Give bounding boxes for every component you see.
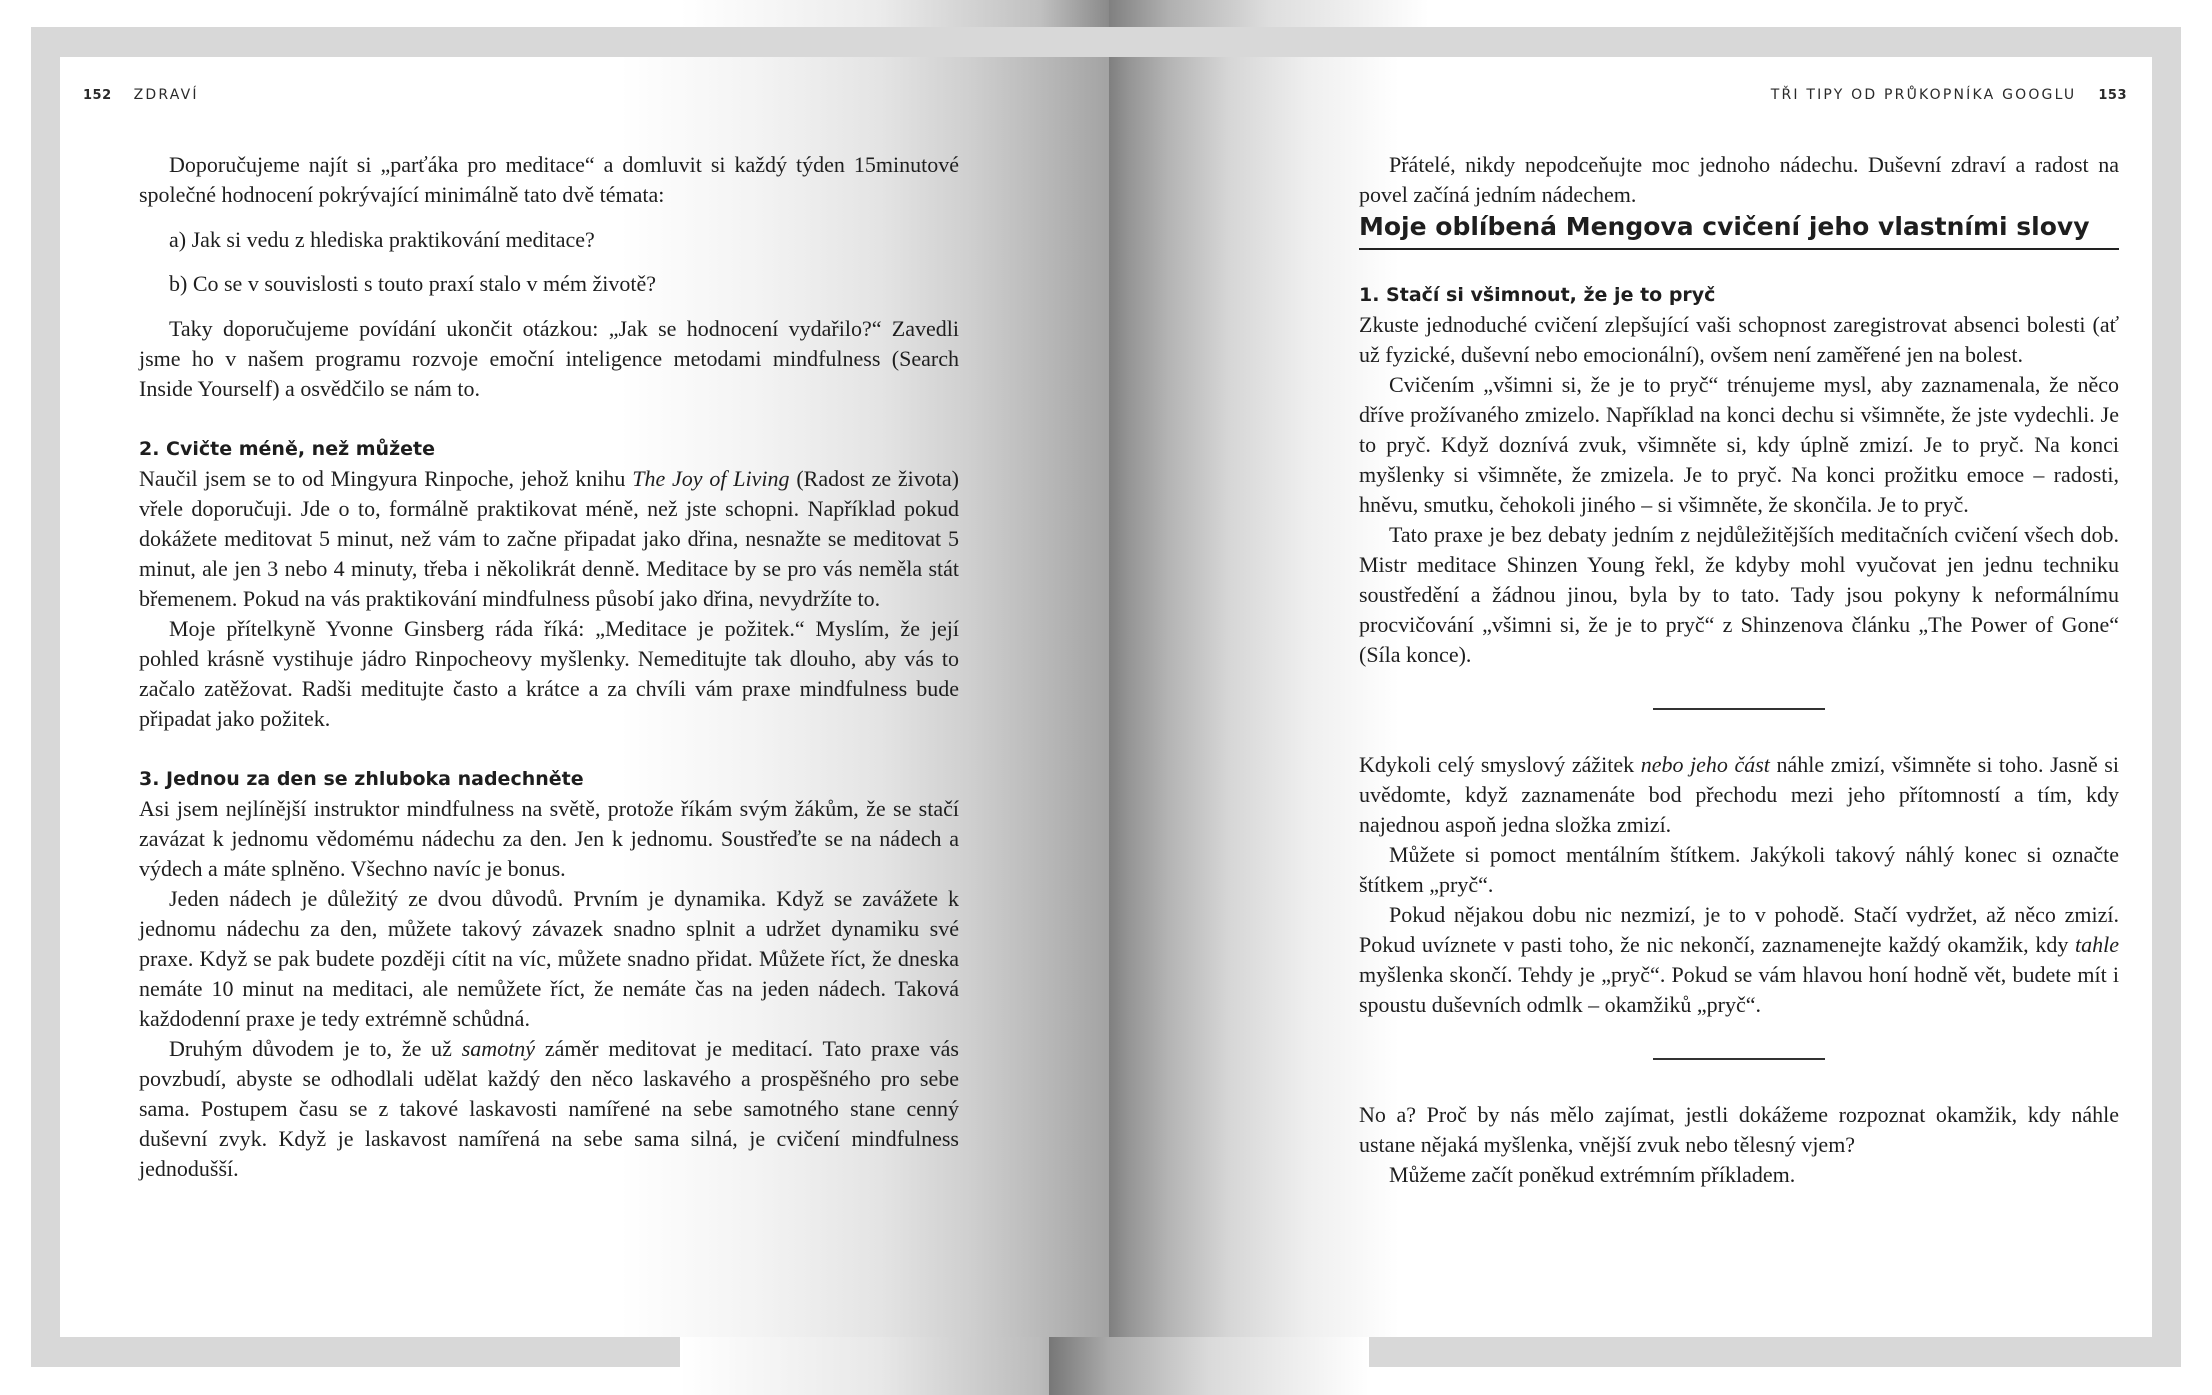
block-2-paragraph-1: Kdykoli celý smyslový zážitek nebo jeho část náhle zmizí, všimněte si toho. Jasně si uvědomte, když zaznamenáte bod přechodu mezi jeho přítomností a tím, kdy najednou aspoň jedna složka zmizí. xyxy=(1359,752,2119,837)
section-3-paragraph-1: Asi jsem nejlínější instruktor mindfulness na světě, protože říkám svým žákům, že se stačí zavázat k jednomu vědomému nádechu za den. Jen k jednomu. Soustřeďte se na nádech a výdech a máte splněno. Všechno navíc je bonus. xyxy=(139,796,959,881)
exercise-1-paragraph-2: Cvičením „všimni si, že je to pryč“ trénujeme mysl, aby zaznamenala, že něco dříve prožívaného zmizelo. Například na konci dechu si všimněte, že jste vydechli. Je to pryč. Když doznívá zvuk, všimněte si, kdy úplně zmizí. Je to pryč. Na konci myšlenky si všimněte, že zmizela. Je to pryč. Na konci prožitku emoce – radosti, hněvu, smutku, čehokoli jiného – si všimněte, že skončila. Je to pryč. xyxy=(1359,372,2119,517)
left-page xyxy=(60,57,1109,1337)
right-page-number: 153 xyxy=(2098,88,2127,103)
spine-shadow-top-right xyxy=(1109,0,1429,27)
block-2-paragraph-3: Pokud nějakou dobu nic nezmizí, je to v pohodě. Stačí vydržet, až něco zmizí. Pokud uvíznete v pasti toho, že nic nekončí, zaznamenejte každý okamžik, kdy tahle myšlenka skončí. Tehdy je „pryč“. Pokud se vám hlavou honí hodně vět, budete mít i spoustu duševních odmlk – okamžiků „pryč“. xyxy=(1359,902,2119,1017)
closing-question-paragraph: Taky doporučujeme povídání ukončit otázkou: „Jak se hodnocení vydařilo?“ Zavedli jsme ho v našem programu rozvoje emoční inteligence metodami mindfulness (Search Inside Yourself) a osvědčilo se nám to. xyxy=(139,316,959,401)
left-running-head xyxy=(83,87,199,103)
spine-shadow-bottom-left xyxy=(680,1337,1109,1395)
section-2-paragraph-1: Naučil jsem se to od Mingyura Rinpoche, jehož knihu The Joy of Living (Radost ze života) vřele doporučuji. Jde o to, formálně praktikovat méně, než jste schopni. Například pokud dokážete meditovat 5 minut, než vám to začne připadat jako dřina, nesnažte se meditovat 5 minut, ale jen 3 nebo 4 minuty, třeba i několikrát denně. Meditace by se pro vás neměla stát břemenem. Pokud na vás praktikování mindfulness působí jako dřina, nevydržíte to. xyxy=(139,466,959,611)
section-2-paragraph-2: Moje přítelkyně Yvonne Ginsberg ráda říká: „Meditace je požitek.“ Myslím, že její pohled krásně vystihuje jádro Rinpocheovy myšlenky. Nemeditujte tak dlouho, aby vás to začalo zatěžovat. Radši meditujte často a krátce a za chvíli vám praxe mindfulness bude připadat jako požitek. xyxy=(139,616,959,731)
exercise-1-paragraph-3: Tato praxe je bez debaty jedním z nejdůležitějších meditačních cvičení všech dob. Mistr meditace Shinzen Young řekl, že kdyby mohl vyučovat jen jednu techniku soustředění a žádnou jinou, byla by to tato. Tady jsou pokyny k neformálnímu procvičování „všimni si, že je to pryč“ z Shinzenova článku „The Power of Gone“ (Síla konce). xyxy=(1359,522,2119,667)
right-text-column xyxy=(1359,150,2119,1190)
section-3-heading: 3. Jednou za den se zhluboka nadechněte xyxy=(139,768,584,790)
section-3-paragraph-2: Jeden nádech je důležitý ze dvou důvodů. Prvním je dynamika. Když se zavážete k jednomu nádechu za den, můžete takový závazek snadno splnit a udržet dynamiku své praxe. Když se pak budete později cítit na víc, můžete snadno přidat. Můžete říct, že dneska nemáte 10 minut na meditaci, ale nemůžete říct, že nemáte čas na jeden nádech. Taková každodenní praxe je tedy extrémně schůdná. xyxy=(139,886,959,1031)
block-3-paragraph-2: Můžeme začít poněkud extrémním příkladem. xyxy=(1389,1162,1796,1187)
list-item-b: b) Co se v souvislosti s touto praxí stalo v mém životě? xyxy=(169,271,657,296)
left-page-number: 152 xyxy=(83,88,112,103)
left-running-title: ZDRAVÍ xyxy=(133,87,199,103)
book-title: The Joy of Living xyxy=(632,466,790,491)
right-running-head xyxy=(1771,87,2127,103)
spine-shadow-top-left xyxy=(680,0,1109,27)
section-2-heading: 2. Cvičte méně, než můžete xyxy=(139,438,435,460)
block-3-paragraph-1: No a? Proč by nás mělo zajímat, jestli dokážeme rozpoznat okamžik, kdy náhle ustane nějaká myšlenka, vnější zvuk nebo tělesný vjem? xyxy=(1359,1102,2119,1157)
book-spread xyxy=(60,57,2152,1337)
spine-shadow-bottom-right xyxy=(1049,1337,1369,1395)
exercise-1-paragraph-1: Zkuste jednoduché cvičení zlepšující vaši schopnost zaregistrovat absenci bolesti (ať už fyzické, duševní nebo emocionální), ovšem není zaměřené jen na bolest. xyxy=(1359,312,2119,367)
section-title: Moje oblíbená Mengova cvičení jeho vlastními slovy xyxy=(1359,210,2119,250)
right-intro-paragraph: Přátelé, nikdy nepodceňujte moc jednoho nádechu. Duševní zdraví a radost na povel začíná jedním nádechem. xyxy=(1359,152,2119,207)
exercise-1-heading: 1. Stačí si všimnout, že je to pryč xyxy=(1359,284,1716,306)
left-text-column xyxy=(139,150,959,1184)
separator-rule xyxy=(1653,1058,1825,1060)
right-running-title: TŘI TIPY OD PRŮKOPNÍKA GOOGLU xyxy=(1770,87,2077,103)
right-page xyxy=(1109,57,2152,1337)
list-item-a: a) Jak si vedu z hlediska praktikování meditace? xyxy=(169,227,595,252)
separator-rule xyxy=(1653,708,1825,710)
intro-paragraph: Doporučujeme najít si „parťáka pro meditace“ a domluvit si každý týden 15minutové společné hodnocení pokrývající minimálně tato dvě témata: xyxy=(139,152,959,207)
block-2-paragraph-2: Můžete si pomoct mentálním štítkem. Jakýkoli takový náhlý konec si označte štítkem „pryč“. xyxy=(1359,842,2119,897)
section-3-paragraph-3: Druhým důvodem je to, že už samotný záměr meditovat je meditací. Tato praxe vás povzbudí, abyste se odhodlali udělat každý den něco laskavého a prospěšného pro sebe sama. Postupem času se z takové laskavosti namířené na sebe samotného stane cenný duševní zvyk. Když je laskavost namířená na sebe sama silná, je cvičení mindfulness jednodušší. xyxy=(139,1036,959,1181)
